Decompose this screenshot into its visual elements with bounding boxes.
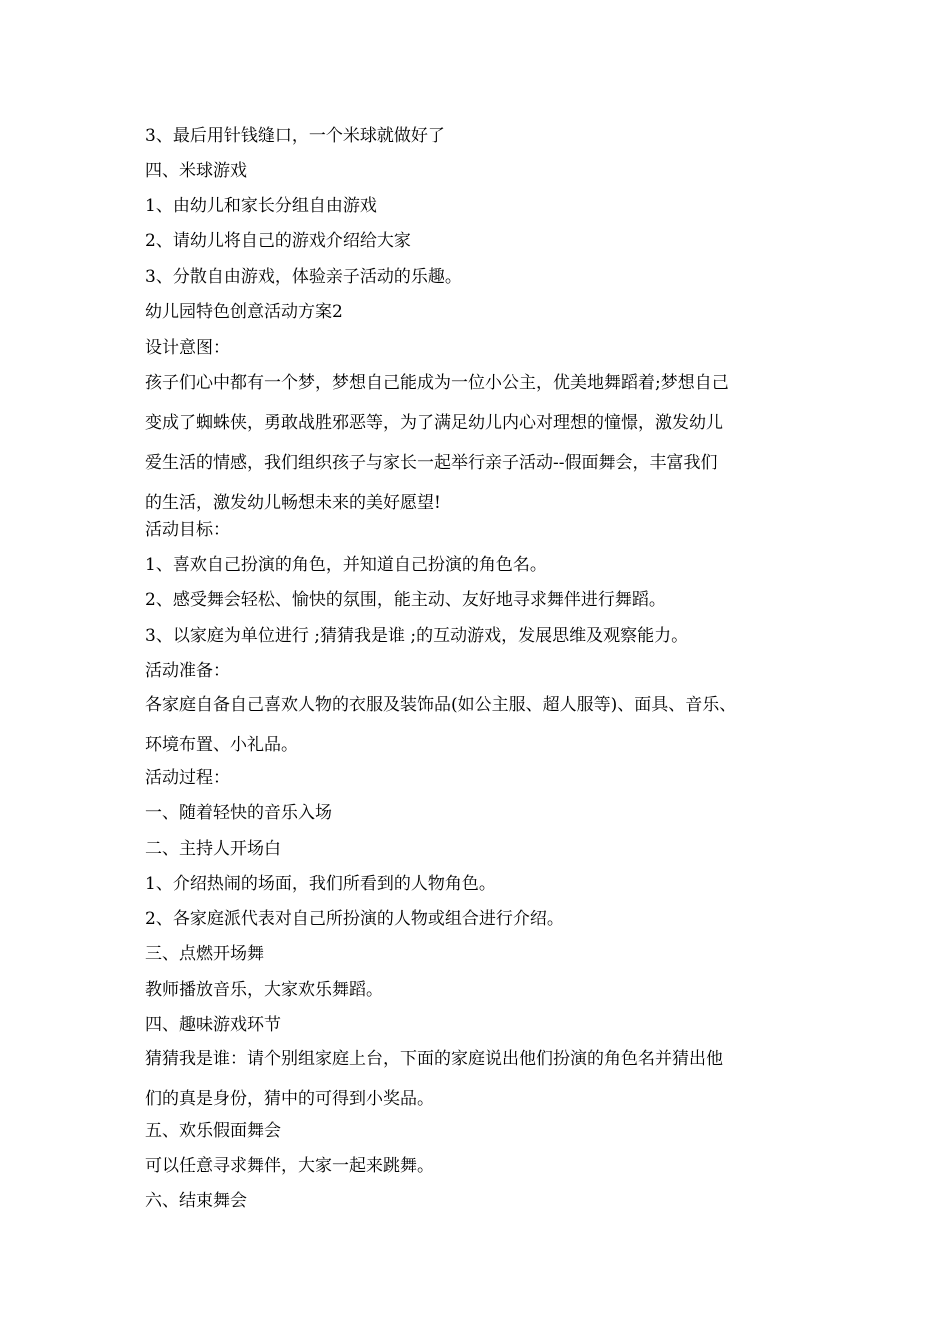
section-heading: 二、主持人开场白 [145,839,281,859]
text-line: 2、感受舞会轻松、愉快的氛围，能主动、友好地寻求舞伴进行舞蹈。 [145,590,666,610]
text-line: 1、介绍热闹的场面，我们所看到的人物角色。 [145,874,496,894]
paragraph-line: 环境布置、小礼品。 [145,735,298,755]
section-heading: 设计意图： [145,338,230,358]
section-heading: 四、趣味游戏环节 [145,1015,281,1035]
game-paragraph [145,1048,815,1128]
text-line: 3、分散自由游戏，体验亲子活动的乐趣。 [145,267,462,287]
section-heading: 四、米球游戏 [145,161,247,181]
section-heading: 活动目标： [145,520,230,540]
paragraph-line: 变成了蜘蛛侠，勇敢战胜邪恶等，为了满足幼儿内心对理想的憧憬，激发幼儿 [145,413,723,433]
paragraph-line: 猜猜我是谁：请个别组家庭上台，下面的家庭说出他们扮演的角色名并猜出他 [145,1049,723,1069]
text-line: 2、请幼儿将自己的游戏介绍给大家 [145,231,411,251]
section-heading: 一、随着轻快的音乐入场 [145,803,332,823]
section-heading: 活动准备： [145,661,230,681]
document-title: 幼儿园特色创意活动方案2 [145,302,343,322]
text-line: 1、由幼儿和家长分组自由游戏 [145,196,377,216]
prep-paragraph [145,694,815,774]
section-heading: 六、结束舞会 [145,1191,247,1211]
section-heading: 五、欢乐假面舞会 [145,1121,281,1141]
text-line: 3、以家庭为单位进行 ;猜猜我是谁 ;的互动游戏，发展思维及观察能力。 [145,626,689,646]
text-line: 3、最后用针钱缝口，一个米球就做好了 [145,126,445,146]
text-line: 2、各家庭派代表对自己所扮演的人物或组合进行介绍。 [145,909,564,929]
text-line: 可以任意寻求舞伴，大家一起来跳舞。 [145,1156,434,1176]
paragraph-line: 各家庭自备自己喜欢人物的衣服及装饰品(如公主服、超人服等)、面具、音乐、 [145,695,737,715]
paragraph-line: 爱生活的情感，我们组织孩子与家长一起举行亲子活动--假面舞会，丰富我们 [145,453,718,473]
section-heading: 活动过程： [145,768,230,788]
intro-paragraph [145,372,815,532]
paragraph-line: 的生活，激发幼儿畅想未来的美好愿望! [145,493,441,513]
paragraph-line: 们的真是身份，猜中的可得到小奖品。 [145,1089,434,1109]
text-line: 1、喜欢自己扮演的角色，并知道自己扮演的角色名。 [145,555,547,575]
section-heading: 三、点燃开场舞 [145,944,264,964]
paragraph-line: 孩子们心中都有一个梦，梦想自己能成为一位小公主，优美地舞蹈着;梦想自己 [145,373,729,393]
text-line: 教师播放音乐，大家欢乐舞蹈。 [145,980,383,1000]
